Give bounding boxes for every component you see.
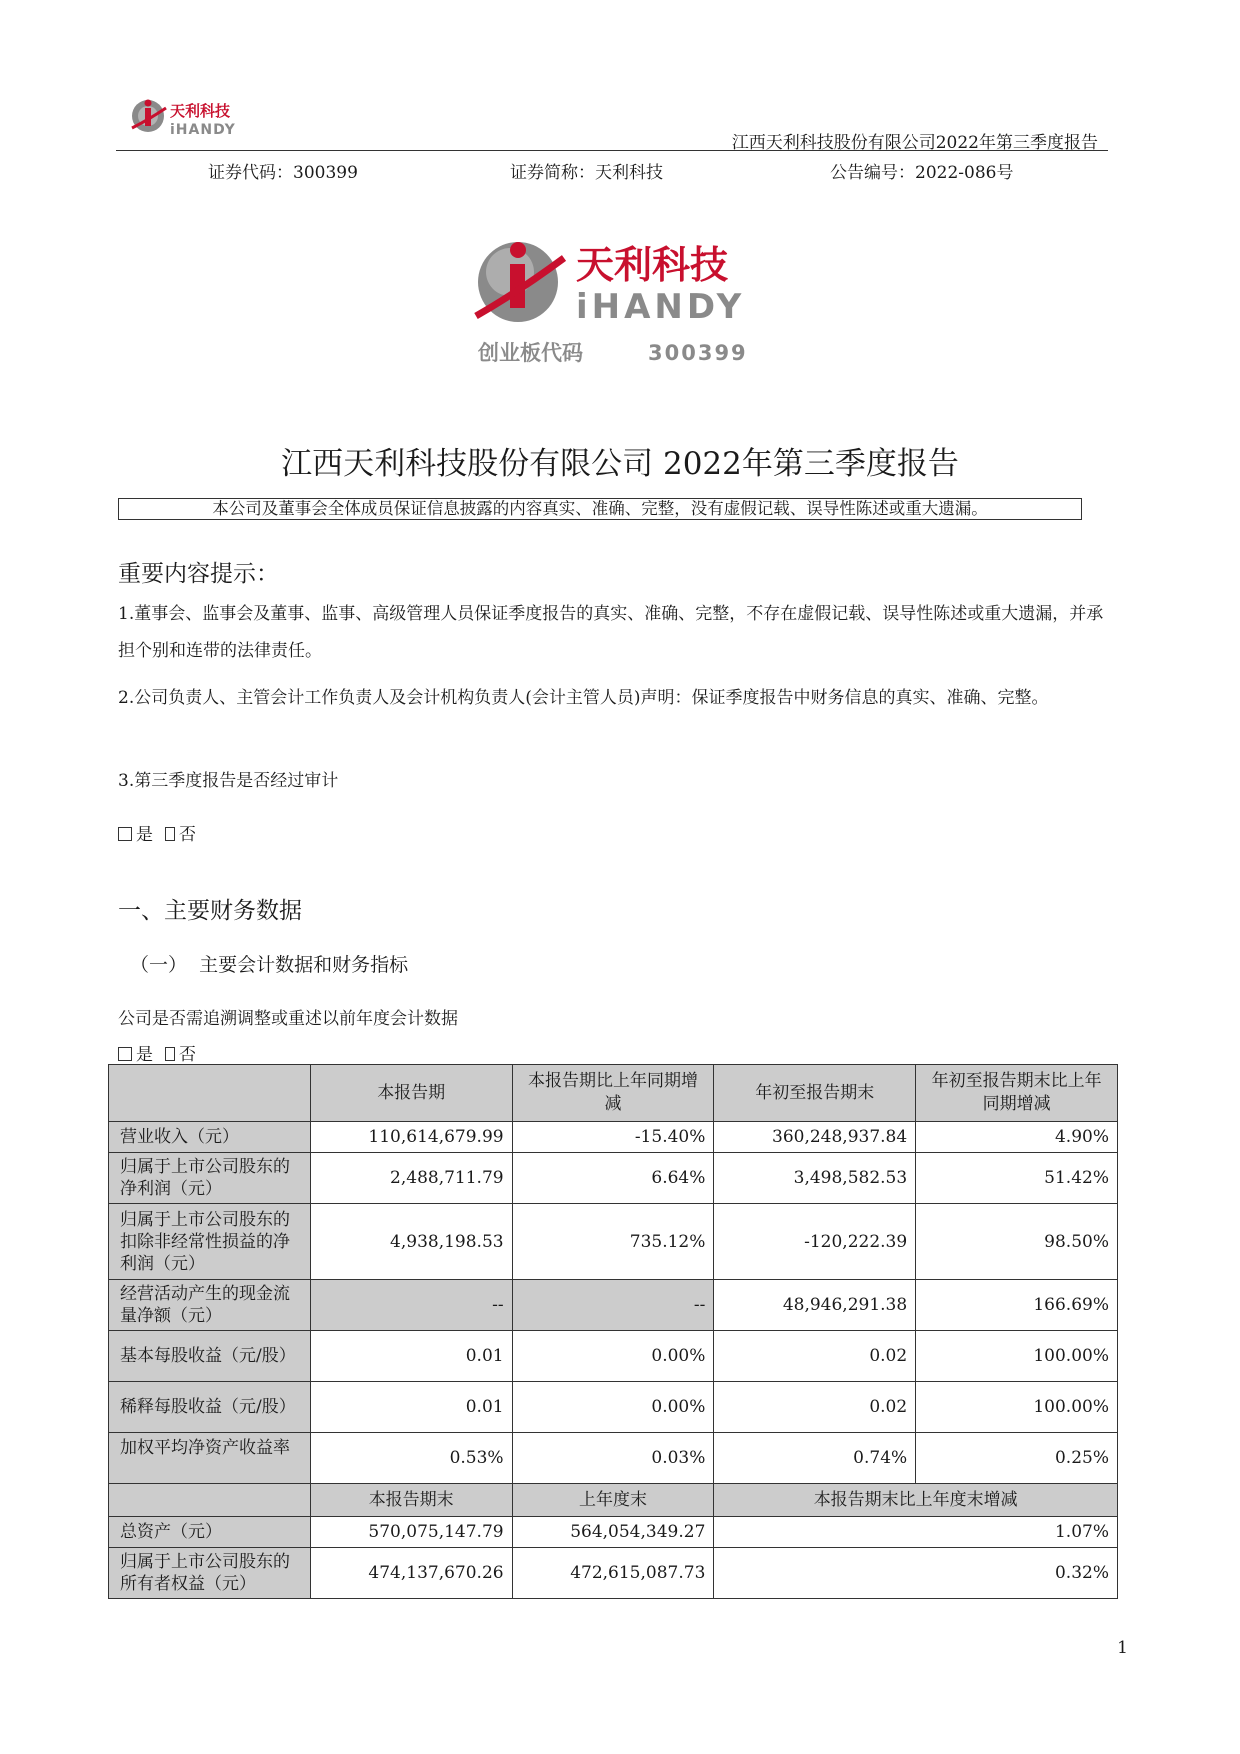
table-cell: 564,054,349.27	[512, 1517, 714, 1548]
table-header-cell: 年初至报告期末比上年同期增减	[916, 1065, 1118, 1122]
table-row	[109, 1382, 1118, 1433]
table-row	[109, 1153, 1118, 1204]
table-header-cell	[109, 1065, 311, 1122]
table-cell: 6.64%	[512, 1153, 714, 1204]
table-cell: --	[310, 1280, 512, 1331]
table-cell: 48,946,291.38	[714, 1280, 916, 1331]
adjust-no-label: 否	[179, 1045, 196, 1065]
row-label: 总资产（元）	[109, 1517, 311, 1548]
adjust-yes-label: 是	[136, 1045, 153, 1065]
audit-no-label: 否	[179, 825, 196, 845]
table-row	[109, 1331, 1118, 1382]
table-row	[109, 1517, 1118, 1548]
table-header-cell: 本报告期末	[310, 1484, 512, 1517]
table-row	[109, 1548, 1118, 1599]
company-logo-small	[128, 94, 248, 146]
table-header-cell: 本报告期末比上年度末增减	[714, 1484, 1118, 1517]
important-item-2: 2.公司负责人、主管会计工作负责人及会计机构负责人(会计主管人员)声明：保证季度报告中财务信息的真实、准确、完整。	[118, 688, 1049, 708]
table-cell: 0.00%	[512, 1382, 714, 1433]
table-cell: -120,222.39	[714, 1204, 916, 1280]
audit-yes-label: 是	[136, 825, 153, 845]
row-label: 基本每股收益（元/股）	[109, 1331, 311, 1382]
table-cell: 0.74%	[714, 1433, 916, 1484]
table-cell: 0.01	[310, 1331, 512, 1382]
header-report-title: 江西天利科技股份有限公司2022年第三季度报告	[731, 133, 1098, 153]
table-cell: 3,498,582.53	[714, 1153, 916, 1204]
svg-text:iHANDY: iHANDY	[576, 287, 746, 327]
adjust-question: 公司是否需追溯调整或重述以前年度会计数据	[118, 1009, 458, 1029]
table-header-cell: 本报告期比上年同期增减	[512, 1065, 714, 1122]
table-cell: 0.03%	[512, 1433, 714, 1484]
financial-data-table	[108, 1064, 1118, 1599]
row-label: 归属于上市公司股东的扣除非经常性损益的净利润（元）	[109, 1204, 311, 1280]
audit-options	[118, 820, 196, 845]
adjust-options	[118, 1040, 196, 1065]
table-cell: 100.00%	[916, 1331, 1118, 1382]
table-cell: 100.00%	[916, 1382, 1118, 1433]
table-cell: 570,075,147.79	[310, 1517, 512, 1548]
checkbox-icon	[118, 827, 132, 841]
svg-text:iHANDY: iHANDY	[170, 122, 236, 138]
page-number: 1	[1117, 1638, 1128, 1658]
table-header-row	[109, 1484, 1118, 1517]
table-row	[109, 1204, 1118, 1280]
table-header-cell: 上年度末	[512, 1484, 714, 1517]
important-item-3: 3.第三季度报告是否经过审计	[118, 771, 339, 791]
table-cell: 0.02	[714, 1382, 916, 1433]
table-cell: 0.00%	[512, 1331, 714, 1382]
table-header-cell	[109, 1484, 311, 1517]
section-heading: 一、主要财务数据	[118, 898, 302, 924]
svg-text:300399: 300399	[648, 341, 748, 365]
table-header-cell: 年初至报告期末	[714, 1065, 916, 1122]
report-title: 江西天利科技股份有限公司 2022年第三季度报告	[281, 446, 959, 482]
important-notes-heading: 重要内容提示：	[118, 561, 279, 587]
table-cell: 0.01	[310, 1382, 512, 1433]
subsection-heading: （一） 主要会计数据和财务指标	[130, 954, 409, 976]
table-cell: 735.12%	[512, 1204, 714, 1280]
table-cell: 474,137,670.26	[310, 1548, 512, 1599]
table-cell: 110,614,679.99	[310, 1122, 512, 1153]
row-label: 归属于上市公司股东的所有者权益（元）	[109, 1548, 311, 1599]
table-cell: 0.53%	[310, 1433, 512, 1484]
stock-abbreviation: 证券简称：天利科技	[510, 163, 663, 183]
table-cell: 0.25%	[916, 1433, 1118, 1484]
checkbox-icon	[118, 1047, 132, 1061]
checked-box-icon	[165, 1047, 175, 1061]
table-cell: 2,488,711.79	[310, 1153, 512, 1204]
row-label: 稀释每股收益（元/股）	[109, 1382, 311, 1433]
table-row	[109, 1433, 1118, 1484]
checked-box-icon	[165, 827, 175, 841]
table-cell: 0.02	[714, 1331, 916, 1382]
table-cell: 98.50%	[916, 1204, 1118, 1280]
table-cell: -15.40%	[512, 1122, 714, 1153]
table-row	[109, 1280, 1118, 1331]
row-label: 营业收入（元）	[109, 1122, 311, 1153]
table-cell: 4,938,198.53	[310, 1204, 512, 1280]
table-header-cell: 本报告期	[310, 1065, 512, 1122]
stock-code: 证券代码：300399	[208, 163, 358, 183]
table-cell: 51.42%	[916, 1153, 1118, 1204]
svg-text:天利科技: 天利科技	[576, 243, 729, 287]
svg-text:天利科技: 天利科技	[170, 102, 231, 120]
table-cell: 166.69%	[916, 1280, 1118, 1331]
table-header-row	[109, 1065, 1118, 1122]
row-label: 加权平均净资产收益率	[109, 1433, 311, 1484]
table-cell: 360,248,937.84	[714, 1122, 916, 1153]
notice-number: 公告编号：2022-086号	[830, 163, 1014, 183]
table-cell: --	[512, 1280, 714, 1331]
row-label: 归属于上市公司股东的净利润（元）	[109, 1153, 311, 1204]
table-row	[109, 1122, 1118, 1153]
svg-text:创业板代码: 创业板代码	[478, 341, 583, 365]
header-divider	[116, 150, 1108, 151]
table-cell: 0.32%	[714, 1548, 1118, 1599]
table-cell: 1.07%	[714, 1517, 1118, 1548]
table-cell: 4.90%	[916, 1122, 1118, 1153]
disclosure-statement: 本公司及董事会全体成员保证信息披露的内容真实、准确、完整，没有虚假记载、误导性陈述或重大遗漏。	[118, 498, 1082, 520]
important-item-1: 1.董事会、监事会及董事、监事、高级管理人员保证季度报告的真实、准确、完整，不存在虚假记载、误导性陈述或重大遗漏，并承担个别和连带的法律责任。	[118, 604, 1104, 661]
table-cell: 472,615,087.73	[512, 1548, 714, 1599]
company-logo-large	[470, 230, 750, 370]
row-label: 经营活动产生的现金流量净额（元）	[109, 1280, 311, 1331]
